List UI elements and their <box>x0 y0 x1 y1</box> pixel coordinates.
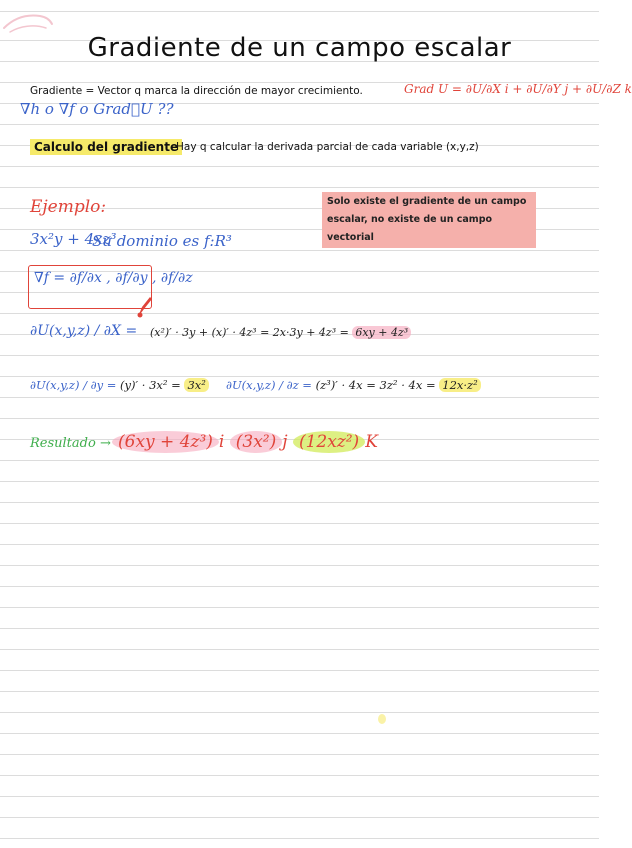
partial-y-lhs-text: ∂U(x,y,z) / ∂y = <box>30 378 117 392</box>
result-k-term: (12xz²) <box>293 431 365 453</box>
result-i-term: (6xy + 4z³) <box>112 431 219 453</box>
result-vector <box>112 432 378 452</box>
calc-section-label: Calculo del gradiente <box>30 139 182 155</box>
partial-y-lhs <box>30 378 209 392</box>
result-label <box>30 436 111 451</box>
example-function: 3x²y + 4xz³ <box>30 230 117 248</box>
function-domain: Su dominio es f:R³ <box>92 232 232 250</box>
partial-x-lhs: ∂U(x,y,z) / ∂X = <box>30 323 138 339</box>
result-k-unit: K <box>365 432 378 452</box>
partial-x-result: 6xy + 4z³ <box>352 326 411 339</box>
partial-x-rhs <box>150 326 411 339</box>
corner-doodle-mark <box>0 4 60 36</box>
result-j-term: (3x²) <box>230 431 282 453</box>
gradient-definition: Gradiente = Vector q marca la dirección de mayor crecimiento. <box>30 85 363 97</box>
pen-tip-icon <box>136 293 154 319</box>
nabla-f-definition: ∇f = ∂f/∂x , ∂f/∂y , ∂f/∂z <box>34 270 193 286</box>
highlighter-dot-mark <box>378 714 386 724</box>
partial-y-result: 3x² <box>184 378 208 392</box>
partial-z-result: 12x·z² <box>439 378 480 392</box>
example-label: Ejemplo: <box>30 197 107 217</box>
page-title: Gradiente de un campo escalar <box>87 33 512 63</box>
partial-x-steps: (x²)′ · 3y + (x)′ · 4z³ = 2x·3y + 4z³ = <box>150 326 349 339</box>
partial-z-steps: (z³)′ · 4x = 3z² · 4x = <box>315 378 436 392</box>
calc-section-description: Hay q calcular la derivada parcial de cada variable (x,y,z) <box>176 141 479 153</box>
partial-z-lhs <box>226 378 481 392</box>
result-arrow-icon: → <box>99 436 111 451</box>
partial-z-lhs-text: ∂U(x,y,z) / ∂z = <box>226 378 312 392</box>
result-j-unit: j <box>282 432 288 452</box>
result-i-unit: i <box>218 432 225 452</box>
gradient-formula: Grad U = ∂U/∂X i + ∂U/∂Y j + ∂U/∂Z k <box>404 82 632 96</box>
partial-y-steps: (y)′ · 3x² = <box>120 378 181 392</box>
vector-field-note: Solo existe el gradiente de un campo escalar, no existe de un campo vectorial <box>322 192 536 248</box>
gradient-notations: ∇h o ∇f o Grad⃗U ?? <box>20 100 174 118</box>
result-label-text: Resultado <box>30 436 96 451</box>
